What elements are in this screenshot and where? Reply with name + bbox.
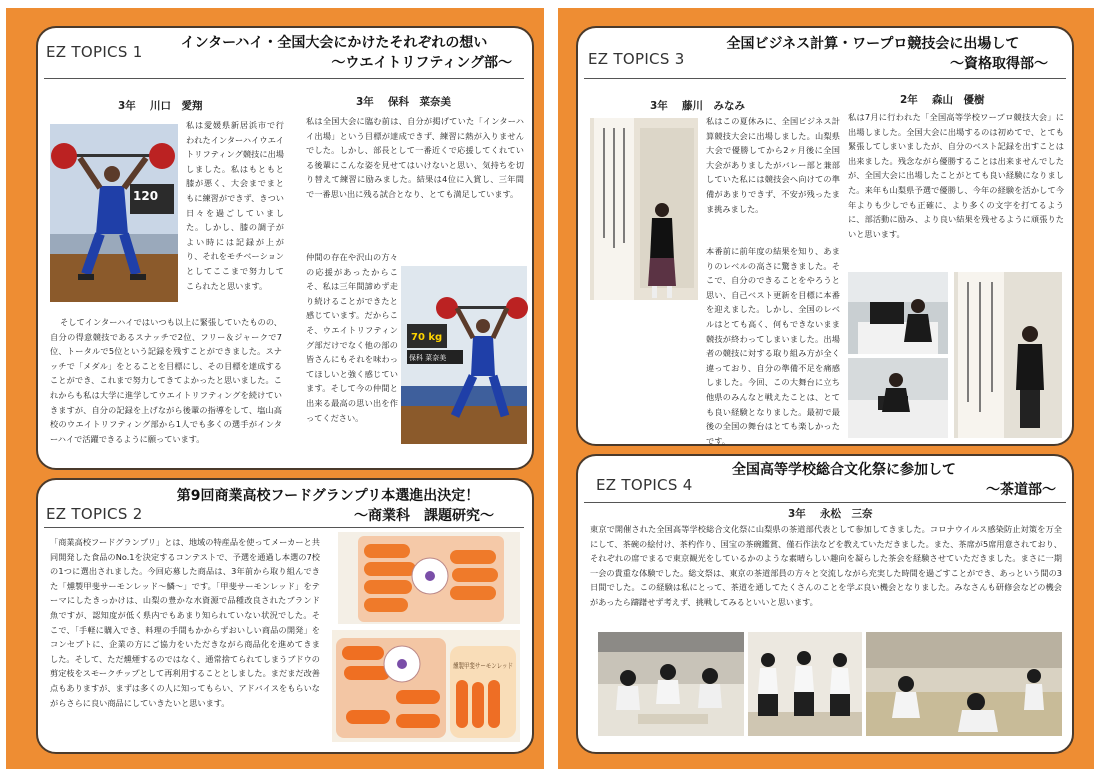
topic4-title-line2: ～茶道部～	[986, 482, 1056, 498]
scoreboard-text: 120	[133, 189, 159, 203]
topic1-author-b: 3年 保科 菜奈美	[356, 96, 451, 108]
topic2-title-line1: 第9回商業高校フードグランプリ本選進出決定！	[176, 488, 480, 504]
topic1-text-a2: そしてインターハイではいつも以上に緊張していたものの、自分の得意競技であるスナッチで2位、フリー＆ジャークで7位、トータルで5位という記録を残すことができました。スナッチで「メダル」をとることを目標にし、その目標を達成することができ、これまで努力してきてよかったと思いました。これからも私は大学に進学してウエイトリフティングを続けていきますが、自分の記録を上げながら後輩の指導をして、塩山高校のウエイトリフティング部から1人でも多くの選手がインターハイで活躍できるように願っています。	[50, 317, 282, 444]
topic2-label: EZ TOPICS 2	[46, 505, 143, 523]
name-text: 保科 菜奈美	[409, 354, 447, 362]
topic1-text-b: 私は全国大会に臨む前は、自分が掲げていた「インターハイ出場」という目標が達成できず、練習に熱が入りませんでした。しかし、部長として一番近くで応援してくれている後輩にこんな姿を見せてはいけないと思い、気持ちを切り替えて練習に励みました。結果は4位に入賞し、三年間で一番思い出に残る試合となり、とても満足しています。	[306, 116, 524, 199]
topic4-title-rule	[584, 502, 1066, 503]
weightlifter-photo-1	[50, 124, 178, 302]
topic4-label: EZ TOPICS 4	[596, 476, 693, 494]
topic3-title	[682, 34, 1064, 74]
salmon-package-photo-1	[338, 532, 520, 624]
package-text: 燻製甲斐サーモンレッド	[453, 662, 530, 670]
topic4-title-line1: 全国高等学校総合文化祭に参加して	[732, 462, 956, 478]
topic3-title-line1: 全国ビジネス計算・ワープロ競技会に出場して	[726, 36, 1020, 52]
tea-ceremony-photo-1	[598, 632, 744, 736]
topic3-text-a2: 本番前に前年度の結果を知り、あまりのレベルの高さに驚きました。そこで、自分のできることをやろうと思い、自己ベスト更新を目標に本番を迎えました。しかし、全国のレベルはとても高く、何もできないまま競技が終わってしまいました。出場者の競技に対する取り組み方が全く違っており、自分の準備不足を痛感しました。今回、この大舞台に立ち他県のみんなと戦えたことは、とても良い経験となりました。最初で最後の全国の舞台はとても楽しかったです。	[706, 246, 840, 446]
topic3-title-rule	[584, 78, 1066, 79]
weightlifter-photo-2	[401, 266, 527, 444]
topic3-label: EZ TOPICS 3	[588, 50, 685, 68]
wordpro-photo-1	[848, 272, 948, 354]
wordpro-photo-3	[954, 272, 1062, 438]
topic1-card	[36, 26, 534, 470]
topic1-text-a: 私は愛媛県新居浜市で行われたインターハイウエイトリフティング競技に出場しました。私はもともと膝が悪く、大会までまともに練習ができず、きつい日々を過ごしていました。しかし、膝の調子がよい時には記録が上がり、それをモチベーションとしてここまで努力してこられたと思います。	[186, 120, 284, 291]
topic3-text-b: 私は7月に行われた「全国高等学校ワープロ競技大会」に出場しました。全国大会に出場するのは初めてで、とても緊張してしまいましたが、自分のベスト記録を出すことは出来ました。残念ながら優勝することは出来ませんでしたが、全国大会に出場したことがとても良い経験になりました。来年も山梨県予選で優勝し、今年の経験を活かして今年よりも少しでも正確に、より多くの文字を打てるように、部活動に励み、より良い結果を残せるように頑張りたいと思います。	[848, 112, 1064, 239]
topic3-card	[576, 26, 1074, 446]
topic2-title-line2: ～商業科 課題研究～	[354, 508, 494, 524]
topic3-text-a: 私はこの夏休みに、全国ビジネス計算競技大会に出場しました。山梨県大会で優勝してから2ヶ月後に全国大会がありましたがバレー部と兼部していた私には競技会へ向けての準備があまりできず、不安が残ったまま挑みました。	[706, 116, 840, 214]
topic1-title-rule	[44, 78, 524, 79]
topic1-author-a: 3年 川口 愛翔	[118, 100, 203, 112]
wordpro-photo-2	[848, 358, 948, 438]
salmon-package-photo-2	[332, 630, 530, 742]
topic2-text: 「商業高校フードグランプリ」とは、地域の特産品を使ってメーカーと共同開発した食品のNo.1を決定するコンテストで、予選を通過し本選の7校の1つに選出されました。今回応募した商品は、3年前から取り組んできた「燻製甲斐サーモンレッド～鱗～」です。「甲斐サーモンレッド」をテーマにしたきっかけは、山梨の豊かな水資源で品種改良されたブランド魚ですが、認知度が低く県内でもあまり知られていない状況でした。そこで、「手軽に購入でき、料理の手間もかからずおいしい商品の開発」をコンセプトに、企業の方にご協力をいただきながら商品化を進めてきました。そして、ただ燻煙するのではなく、通常捨てられてしまうブドウの剪定枝をスモークチップとして再利用することとしました。まだまだ改善点もありますが、まずは多くの人に知ってもらい、アドバイスをもらいながらさらに良い商品にしていきたいと思います。	[50, 537, 320, 708]
score-text: 70 kg	[411, 332, 443, 343]
topic1-label: EZ TOPICS 1	[46, 43, 143, 61]
topic3-author-b: 2年 森山 優樹	[900, 94, 985, 106]
topic1-title	[138, 33, 530, 73]
right-page	[558, 8, 1094, 769]
topic4-title	[718, 460, 1062, 500]
topic1-title-line1: インターハイ・全国大会にかけたそれぞれの想い	[180, 35, 488, 51]
tea-ceremony-photo-2	[748, 632, 862, 736]
topic1-text-b2: 仲間の存在や沢山の方々の応援があったからこそ、私は三年間諦めず走り続けることができたと感じています。だからこそ、ウエイトリフティング部だけでなく他の部の皆さんにもそれを味わってほしいと強く感じています。そして今の仲間と出来る最高の思い出を作ってください。	[306, 252, 398, 423]
tea-ceremony-photo-3	[866, 632, 1062, 736]
left-page	[6, 8, 544, 769]
business-calc-photo	[590, 118, 698, 300]
topic2-title	[138, 486, 518, 526]
topic4-card	[576, 454, 1074, 754]
topic4-text: 東京で開催された全国高等学校総合文化祭に山梨県の茶道部代表として参加してきました。コロナウイルス感染防止対策を万全にして、茶碗の絵付け、茶杓作り、国宝の茶碗鑑賞、僅石作法などを教えていただきました。また、茶席が5席用意されており、それぞれの席でまるで東京観光をしているかのような素晴らしい趣向を凝らした茶会を経験させていただきました。まさに一期一会の貴重な体験でした。総文祭は、東京の茶道部員の方々と交流しながら充実した時間を過ごすことができ、あっという間の3日間でした。この経験は私にとって、茶道を通してたくさんのことを学ぶ良い機会となりました。みなさんも研修会などの機会があったら躊躇せず考えず、挑戦してみるといいと思います。	[590, 524, 1062, 607]
topic3-author-a: 3年 藤川 みなみ	[650, 100, 745, 112]
topic3-title-line2: ～資格取得部～	[950, 56, 1048, 72]
topic1-title-line2: ～ウエイトリフティング部～	[331, 55, 512, 71]
topic2-title-rule	[44, 527, 524, 528]
topic2-card	[36, 478, 534, 754]
topic4-author: 3年 永松 三奈	[788, 508, 873, 520]
